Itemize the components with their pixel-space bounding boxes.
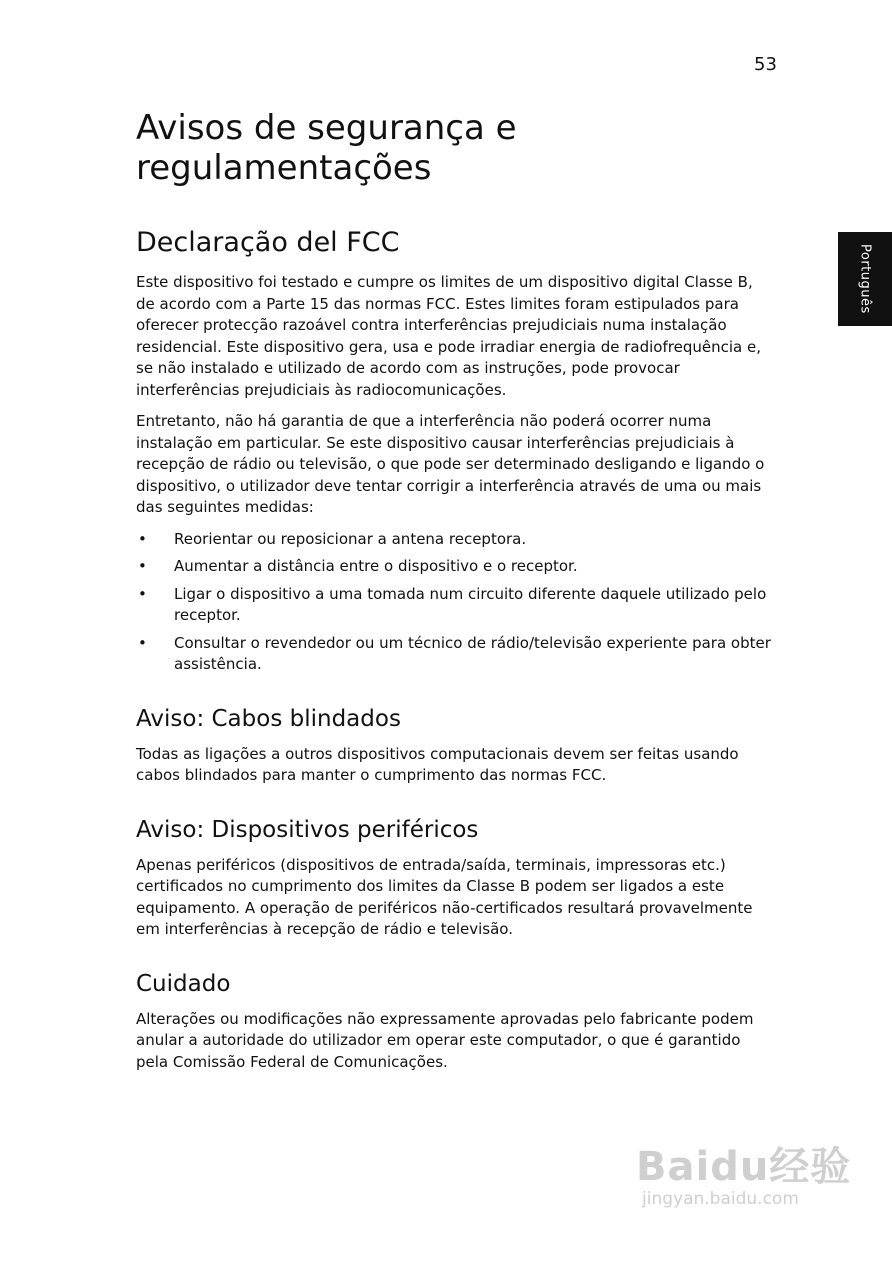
perifericos-heading: Aviso: Dispositivos periféricos (136, 816, 479, 843)
cuidado-heading: Cuidado (136, 970, 231, 997)
perifericos-paragraph: Apenas periféricos (dispositivos de entrada/saída, terminais, impressoras etc.) certificados no cumprimento dos limites da Classe B podem ser ligados a este equipamento. A operação de periféricos não-certificados resultará provavelmente em interferências à recepção de rádio e televisão. (136, 855, 753, 938)
cabos-section (136, 704, 776, 787)
cabos-paragraph: Todas as ligações a outros dispositivos computacionais devem ser feitas usando cabos blindados para manter o cumprimento das normas FCC. (136, 744, 739, 784)
cuidado-paragraph: Alterações ou modificações não expressamente aprovadas pelo fabricante podem anular a autoridade do utilizador em operar este computador, o que é garantido pela Comissão Federal de Comunicações. (136, 1009, 754, 1071)
page-number: 53 (754, 54, 777, 75)
fcc-heading: Declaração del FCC (136, 227, 400, 258)
document-body (136, 108, 776, 1083)
list-item: • Consultar o revendedor ou um técnico de rádio/televisão experiente para obter assistência. (136, 633, 776, 676)
cuidado-section (136, 969, 776, 1074)
language-tab (838, 232, 892, 326)
baidu-watermark (636, 1145, 851, 1209)
page-title: Avisos de segurança e regulamentações (136, 108, 517, 188)
fcc-paragraph-2: Entretanto, não há garantia de que a interferência não poderá ocorrer numa instalação em particular. Se este dispositivo causar interferências prejudiciais à recepção de rádio ou televisão, o que pode ser determinado desligando e ligando o dispositivo, o utilizador deve tentar corrigir a interferência através de uma ou mais das seguintes medidas: (136, 412, 765, 516)
list-item: • Reorientar ou reposicionar a antena receptora. (136, 529, 776, 551)
fcc-paragraph-1: Este dispositivo foi testado e cumpre os limites de um dispositivo digital Classe B, de acordo com a Parte 15 das normas FCC. Estes limites foram estipulados para oferecer protecção razoável contra interferências prejudiciais numa instalação residencial. Este dispositivo gera, usa e pode irradiar energia de radiofrequência e, se não instalado e utilizado de acordo com as instruções, pode provocar interferências prejudiciais às radiocomunicações. (136, 273, 761, 399)
fcc-measures-list (136, 529, 776, 676)
perifericos-section (136, 815, 776, 941)
list-item: • Ligar o dispositivo a uma tomada num circuito diferente daquele utilizado pelo receptor. (136, 584, 776, 627)
watermark-url: jingyan.baidu.com (642, 1189, 799, 1209)
fcc-section (136, 226, 776, 676)
cabos-heading: Aviso: Cabos blindados (136, 705, 401, 732)
list-item: • Aumentar a distância entre o dispositivo e o receptor. (136, 556, 776, 578)
language-tab-label: Português (857, 244, 873, 314)
watermark-brand: Baidu经验 (636, 1144, 852, 1190)
